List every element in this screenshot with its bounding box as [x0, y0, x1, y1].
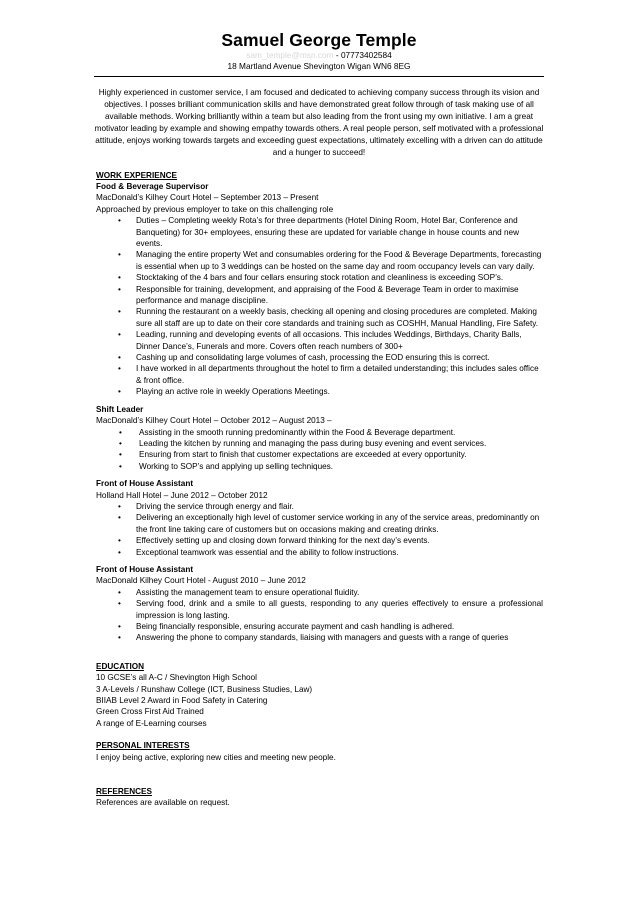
job-employer-dates: Holland Hall Hotel – June 2012 – October 2012: [96, 490, 268, 500]
education-item: BIIAB Level 2 Award in Food Safety in Catering: [96, 696, 268, 706]
references-text: References are available on request.: [96, 798, 230, 808]
duty-item: • Ensuring from start to finish that customer expectations are exceeded at every opportunity.: [96, 449, 543, 460]
job-entry: [96, 181, 543, 398]
duty-item: • Managing the entire property Wet and consumables ordering for the Food & Beverage Departments, forecasting is essential when up to 3 weddings can be hosted on the same day and room occupancy levels can vary daily.: [96, 249, 543, 272]
job-note: Approached by previous employer to take on this challenging role: [96, 204, 334, 214]
job-entry: [96, 404, 543, 472]
duty-item: • Assisting in the smooth running predominantly within the Food & Beverage department.: [96, 427, 543, 438]
job-employer-dates: MacDonald Kilhey Court Hotel - August 2010 – June 2012: [96, 576, 306, 586]
section-spacer: [96, 729, 543, 740]
duty-item: • Duties – Completing weekly Rota’s for three departments (Hotel Dining Room, Hotel Bar, Conference and Banqueting) for 30+ employees, ensuring these are updated for variable change in house counts and new events.: [96, 215, 543, 249]
duty-item: • Leading the kitchen by running and managing the pass during busy evening and event services.: [96, 438, 543, 449]
duty-item: • Driving the service through energy and flair.: [96, 501, 543, 512]
job-entry: [96, 564, 543, 644]
duty-item: • Cashing up and consolidating large volumes of cash, processing the EOD ensuring this is correct.: [96, 352, 543, 363]
interests-section: [96, 740, 543, 763]
contact-line: [0, 50, 638, 61]
education-item: Green Cross First Aid Trained: [96, 707, 204, 717]
education-item: A range of E-Learning courses: [96, 718, 207, 728]
job-title: Shift Leader: [96, 404, 144, 414]
section-heading-interests: PERSONAL INTERESTS: [96, 741, 190, 751]
phone-separator: -: [333, 50, 341, 60]
duty-list: [96, 587, 543, 644]
duty-item: • Working to SOP’s and applying up selling techniques.: [96, 461, 543, 472]
duty-item: • Leading, running and developing events of all occasions. This includes Weddings, Birthdays, Charity Balls, Dinner Dance’s, Funerals and more. Covers often reach numbers of 300+: [96, 329, 543, 352]
job-title: Front of House Assistant: [96, 479, 194, 489]
section-spacer: [96, 763, 543, 786]
postal-address: 18 Martland Avenue Shevington Wigan WN6 8EG: [227, 61, 411, 71]
candidate-name: Samuel George Temple: [221, 30, 417, 50]
job-entry: [96, 478, 543, 558]
job-title: Food & Beverage Supervisor: [96, 181, 209, 191]
education-section: [96, 661, 543, 729]
duty-item: • Running the restaurant on a weekly basis, checking all opening and closing procedures are completed. Making sure all staff are up to date on their core standards and training such as COSHH, Manual Handling, Fire Safety.: [96, 306, 543, 329]
education-item: 3 A-Levels / Runshaw College (ICT, Business Studies, Law): [96, 684, 313, 694]
duty-item: • I have worked in all departments throughout the hotel to firm a detailed understanding; this includes sales office & front office.: [96, 363, 543, 386]
interests-text: I enjoy being active, exploring new cities and meeting new people.: [96, 752, 336, 762]
duty-list: [96, 427, 543, 473]
duty-item: • Responsible for training, development, and appraising of the Food & Beverage Team in order to maximise performance and manage discipline.: [96, 284, 543, 307]
profile-summary: Highly experienced in customer service, I am focused and dedicated to achieving company success through its vision and objectives. I posses brilliant communication skills and have demonstrated great follow through of task making use of all available methods. Working brilliantly within a team but also leading from the front using my own initiative. I am a great motivator leading by example and showing empathy towards others. A real people person, self motivated with a professional attitude, enjoys working towards targets and exceeding guest expectations, ultimately excelling with a driven can do attitude and a hunger to succeed!: [94, 88, 544, 158]
duty-item: • Assisting the management team to ensure operational fluidity.: [96, 587, 543, 598]
job-employer-dates: MacDonald’s Kilhey Court Hotel – October 2012 – August 2013 –: [96, 416, 332, 426]
section-heading-references: REFERENCES: [96, 787, 152, 797]
section-heading-education: EDUCATION: [96, 661, 145, 671]
duty-item: • Stocktaking of the 4 bars and four cellars ensuring stock rotation and cleanliness is exceeding SOP’s.: [96, 272, 543, 283]
section-heading-work: WORK EXPERIENCE: [96, 170, 177, 180]
resume-body: [96, 170, 543, 809]
duty-item: • Serving food, drink and a smile to all guests, responding to any queries effectively to ensure a professional impression is long lasting.: [96, 598, 543, 621]
duty-item: • Playing an active role in weekly Operations Meetings.: [96, 386, 543, 397]
header-divider: [94, 76, 544, 77]
job-title: Front of House Assistant: [96, 564, 194, 574]
job-employer-dates: MacDonald’s Kilhey Court Hotel – September 2013 – Present: [96, 193, 319, 203]
phone-number: 07773402584: [340, 50, 392, 60]
duty-item: • Effectively setting up and closing down forward thinking for the next day’s events.: [96, 535, 543, 546]
duty-item: • Being financially responsible, ensuring accurate payment and cash handling is adhered.: [96, 621, 543, 632]
duty-list: [96, 215, 543, 398]
duty-item: • Delivering an exceptionally high level of customer service working in any of the service areas, predominantly on the front line taking care of customers but on occasions making and creating drinks.: [96, 512, 543, 535]
references-section: [96, 786, 543, 809]
email-address[interactable]: sam_temple@msn.com: [246, 50, 334, 60]
duty-item: • Exceptional teamwork was essential and the ability to follow instructions.: [96, 547, 543, 558]
duty-item: • Answering the phone to company standards, liaising with managers and guests with a range of queries: [96, 632, 543, 643]
resume-header: [0, 0, 638, 72]
education-item: 10 GCSE’s all A-C / Shevington High School: [96, 673, 257, 683]
duty-list: [96, 501, 543, 558]
work-experience-section: [96, 170, 543, 644]
section-spacer: [96, 650, 543, 661]
